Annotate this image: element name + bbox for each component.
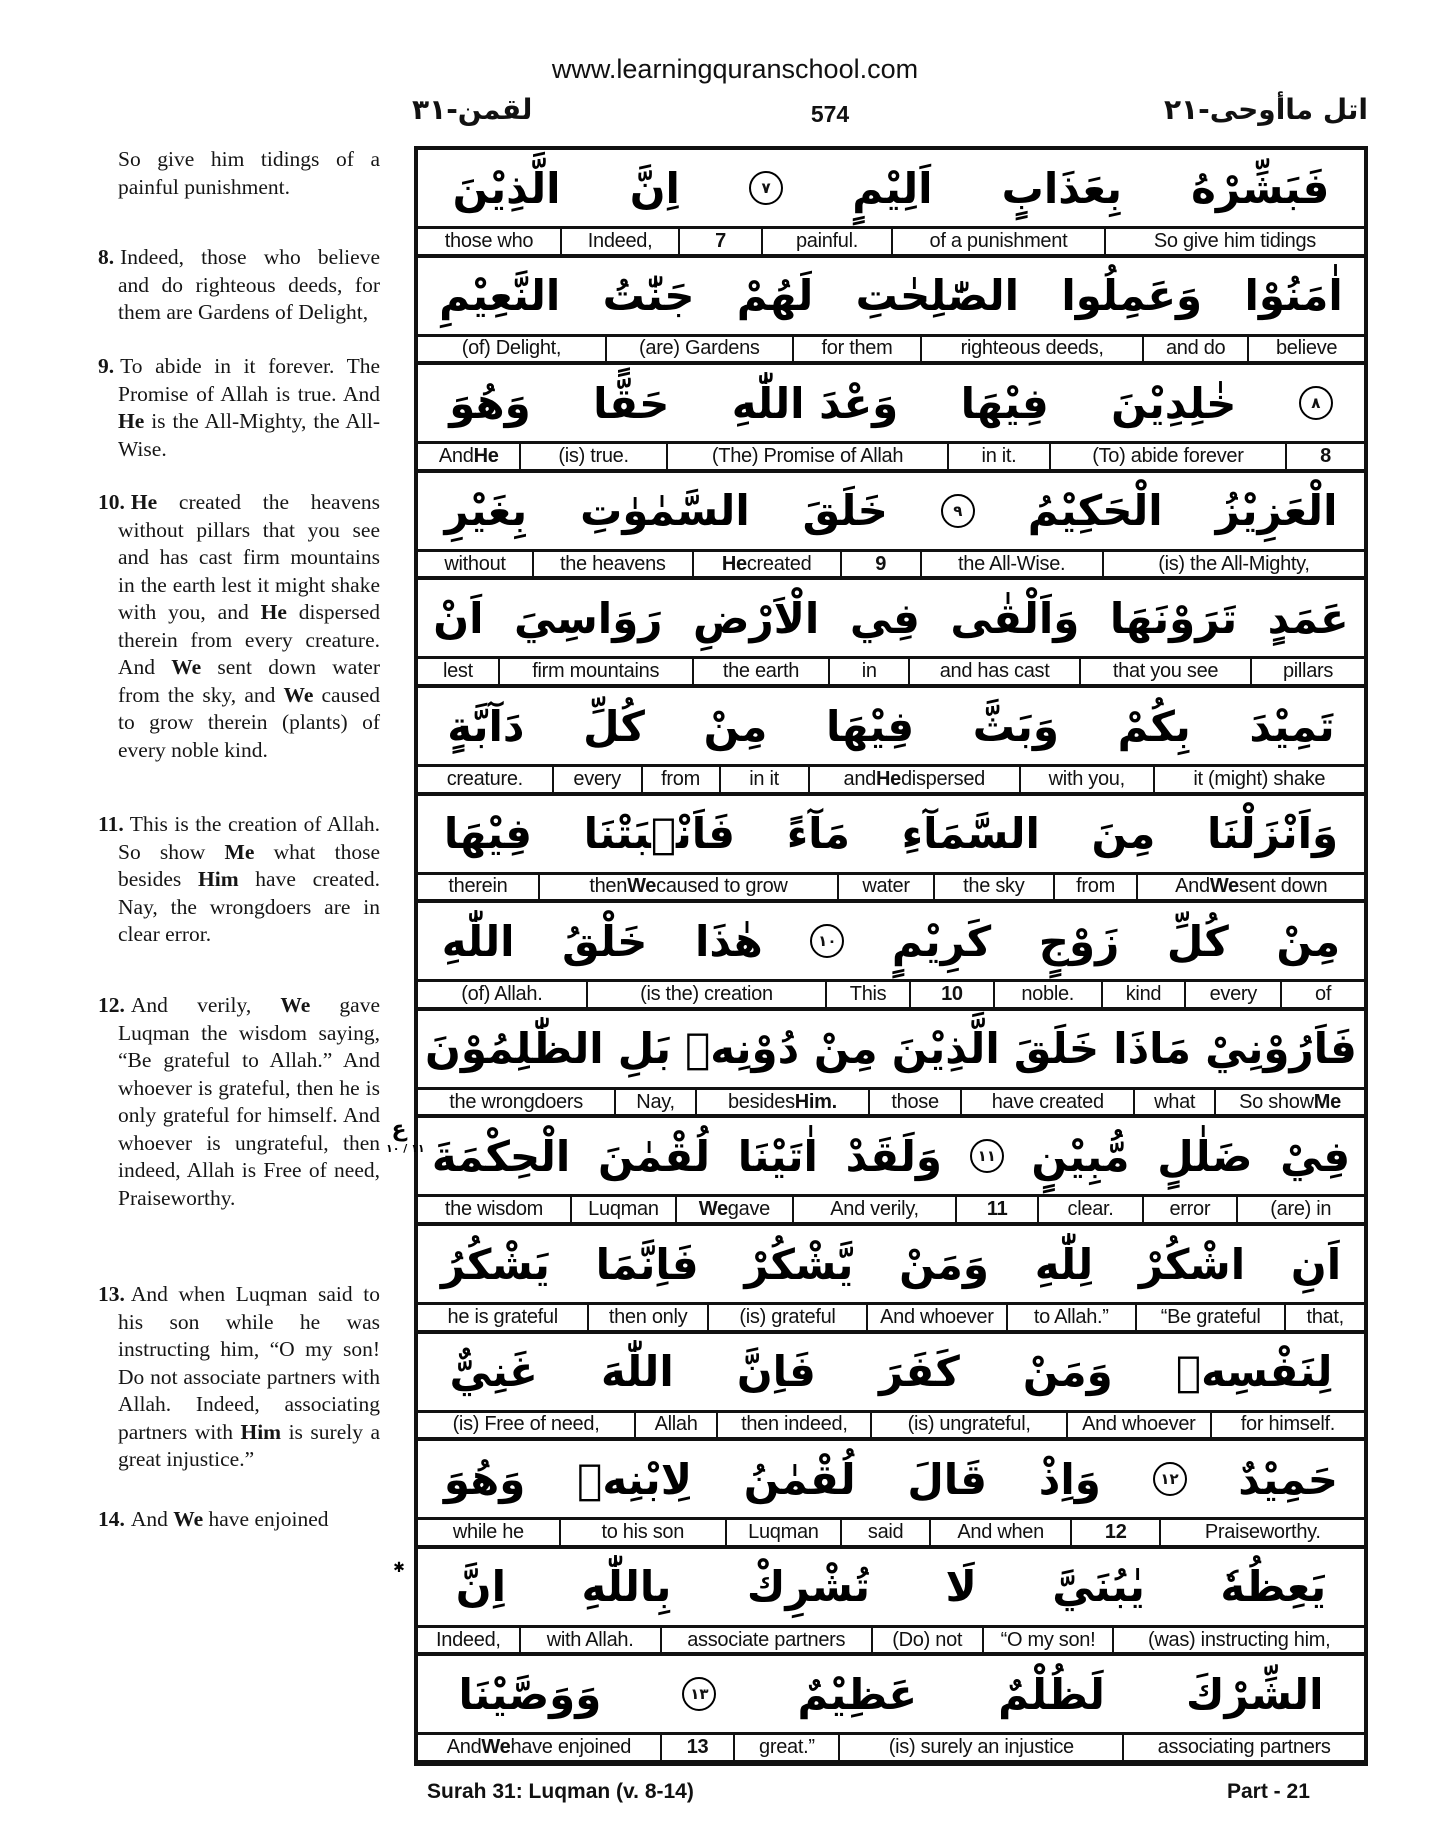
gloss-cell: believe	[1247, 337, 1364, 362]
arabic-word: السَّمٰوٰتِ	[580, 486, 750, 536]
emphasis-pronoun: Me	[224, 839, 255, 864]
english-gloss-row	[418, 1628, 1364, 1657]
gloss-cell: from	[641, 767, 719, 792]
arabic-word: لِابْنِهٖ	[577, 1454, 692, 1504]
gloss-cell: with you,	[1019, 767, 1153, 792]
site-url[interactable]: www.learningquranschool.com	[551, 54, 919, 84]
gloss-cell: (is the) creation	[586, 982, 825, 1007]
gloss-cell: (Do) not	[871, 1628, 982, 1653]
english-gloss-row	[418, 337, 1364, 366]
verse-number: 11.	[98, 812, 124, 836]
arabic-word: تَمِيْدَ	[1249, 701, 1335, 751]
emphasis-pronoun: He	[876, 767, 901, 790]
arabic-word: اٰمَنُوْا	[1244, 271, 1343, 321]
gloss-cell: with Allah.	[519, 1628, 660, 1653]
arabic-word: الَّذِيْنَ	[891, 1024, 1000, 1074]
arabic-row	[418, 1334, 1364, 1413]
gloss-cell: And verily,	[792, 1197, 956, 1222]
arabic-word: فَاَرُوْنِيْ	[1205, 1024, 1357, 1074]
gloss-cell: So give him tidings	[1104, 229, 1364, 254]
arabic-word: فِيْ	[1280, 1131, 1351, 1181]
english-gloss-row	[418, 1520, 1364, 1549]
gloss-cell: (is) Free of need,	[452, 1413, 600, 1436]
translation-text: 10. He created the heavens without pillars that you see and has cast firm mountains in the earth lest it might shake with you, and He dispersed therein from every creature. And We sent down water from the sky, and We caused to grow therein (plants) of every noble kind.	[98, 490, 380, 762]
gloss-cell: lest	[442, 660, 473, 683]
english-gloss-row	[418, 1735, 1364, 1764]
arabic-word: عَظِيْمٌ	[797, 1669, 918, 1719]
gloss-cell: every	[552, 767, 641, 792]
verse-number-cell: 9	[840, 552, 920, 577]
gloss-cell: and He dispersed	[808, 767, 1019, 792]
gloss-cell: of a punishment	[891, 229, 1104, 254]
gloss-cell: Indeed,	[436, 1628, 501, 1651]
gloss-cell: he is grateful	[447, 1305, 558, 1328]
english-gloss-row	[418, 1197, 1364, 1226]
emphasis-pronoun: Him.	[794, 1090, 837, 1113]
word-by-word-table	[414, 146, 1368, 1766]
translation-text: 9. To abide in it forever. The Promise of Allah is true. And He is the All-Mighty, the All-Wise.	[98, 354, 380, 461]
emphasis-pronoun: We	[280, 993, 311, 1017]
gloss-cell: (was) instructing him,	[1112, 1628, 1364, 1653]
arabic-row	[418, 150, 1364, 229]
arabic-word: وَاَنْزَلْنَا	[1207, 809, 1339, 859]
gloss-cell: “O my son!	[982, 1628, 1113, 1653]
emphasis-pronoun: We	[627, 875, 657, 898]
gloss-cell: while he	[452, 1520, 524, 1543]
gloss-cell: (of) Allah.	[461, 982, 543, 1005]
gloss-cell: (are) Gardens	[605, 337, 792, 362]
verse-number: 14.	[98, 1507, 125, 1531]
arabic-word: اِنَّ	[629, 163, 680, 213]
gloss-cell: firm mountains	[498, 659, 692, 684]
english-gloss-row	[418, 767, 1364, 796]
gloss-cell: for them	[792, 337, 920, 362]
emphasis-pronoun: We	[171, 655, 202, 679]
arabic-word: وَوَصَّيْنَا	[458, 1669, 602, 1719]
gloss-cell: the sky	[933, 875, 1053, 900]
emphasis-pronoun: We	[698, 1198, 728, 1221]
translation-text: 8. Indeed, those who believe and do righteous deeds, for them are Gardens of Delight,	[98, 245, 380, 324]
arabic-word: تَرَوْنَهَا	[1109, 593, 1238, 643]
gloss-cell: And We sent down	[1136, 875, 1364, 900]
arabic-word: وَهُوَ	[449, 378, 531, 428]
gloss-cell: to his son	[559, 1520, 725, 1545]
arabic-row	[418, 1441, 1364, 1520]
arabic-word: بِاللّٰهِ	[581, 1562, 672, 1612]
gloss-cell: it (might) shake	[1153, 767, 1364, 792]
arabic-word: ضَلٰلٍ	[1157, 1131, 1253, 1181]
arabic-word: مِنْ	[1276, 916, 1341, 966]
gloss-cell: This	[825, 982, 909, 1007]
gloss-cell: in it.	[947, 444, 1048, 469]
translation-text: 13. And when Luqman said to his son while he was instructing him, “O my son! Do not associate partners with Allah. Indeed, associating partners with Him is surely a great injustice.”	[98, 1282, 380, 1471]
arabic-row	[418, 1226, 1364, 1305]
arabic-row	[418, 365, 1364, 444]
gloss-cell: creature.	[446, 767, 523, 790]
verse-number: 8.	[98, 245, 115, 269]
gloss-cell: that,	[1284, 1305, 1364, 1330]
emphasis-pronoun: We	[283, 682, 314, 707]
arabic-word: لِنَفْسِهٖ	[1175, 1347, 1333, 1397]
emphasis-pronoun: Him	[240, 1419, 282, 1444]
gloss-cell: Luqman	[725, 1520, 840, 1545]
ayah-end-marker: ٧	[749, 171, 783, 205]
arabic-row	[418, 1118, 1364, 1197]
gloss-cell: painful.	[761, 229, 891, 254]
arabic-word: خٰلِدِيْنَ	[1111, 378, 1237, 428]
arabic-word: بَلِ	[617, 1024, 671, 1074]
surah-label-arabic: لقمن-٣١	[412, 93, 533, 126]
emphasis-pronoun: He	[130, 490, 158, 514]
arabic-word: اَنِ	[1290, 1239, 1342, 1289]
gloss-cell: Nay,	[614, 1090, 695, 1115]
gloss-cell: pillars	[1250, 659, 1364, 684]
arabic-word: وَاَلْقٰى	[950, 593, 1080, 643]
gloss-cell: (is) grateful	[707, 1305, 866, 1330]
arabic-row	[418, 1549, 1364, 1628]
gloss-cell: Allah	[634, 1413, 716, 1438]
translation-verse	[98, 992, 380, 1212]
arabic-word: كُلِّ	[583, 701, 645, 751]
emphasis-pronoun: He	[118, 409, 145, 433]
arabic-word: لُقْمٰنَ	[598, 1131, 710, 1181]
arabic-word: يَشْكُرُ	[440, 1239, 550, 1289]
gloss-cell: “Be grateful	[1135, 1305, 1284, 1330]
arabic-word: اللّٰهَ	[600, 1347, 674, 1397]
arabic-word: عَمَدٍ	[1267, 593, 1349, 643]
emphasis-pronoun: He	[260, 600, 287, 624]
english-gloss-row	[418, 444, 1364, 473]
verse-number-cell: 8	[1285, 444, 1364, 469]
gloss-cell: (is) true.	[519, 444, 665, 469]
verse-number-cell: 13	[660, 1735, 734, 1760]
gloss-cell: for himself.	[1210, 1413, 1364, 1438]
english-gloss-row	[418, 1413, 1364, 1442]
arabic-word: الصّٰلِحٰتِ	[855, 271, 1019, 321]
arabic-word: كَرِيْمٍ	[891, 916, 992, 966]
arabic-word: بِكُمْ	[1117, 701, 1191, 751]
ayah-end-marker: ١٠	[810, 924, 844, 958]
gloss-cell: (To) abide forever	[1049, 444, 1286, 469]
arabic-word: هٰذَا	[694, 916, 763, 966]
arabic-row	[418, 796, 1364, 875]
arabic-word: وَاِذْ	[1038, 1454, 1101, 1504]
arabic-word: الْاَرْضِ	[692, 593, 820, 643]
arabic-word: مِنْ دُوْنِهٖ	[685, 1024, 878, 1074]
arabic-word: زَوْجٍ	[1038, 916, 1120, 966]
arabic-row	[418, 473, 1364, 552]
gloss-cell: clear.	[1037, 1197, 1142, 1222]
ayah-end-marker: ٩	[941, 494, 975, 528]
gloss-cell: And We have enjoined	[446, 1736, 632, 1759]
gloss-cell: And whoever	[866, 1305, 1005, 1330]
translation-text: So give him tidings of a painful punishment.	[118, 147, 380, 199]
arabic-row	[418, 1656, 1364, 1735]
arabic-word: الْحِكْمَةَ	[431, 1131, 571, 1181]
arabic-word: يٰبُنَيَّ	[1052, 1562, 1145, 1612]
verse-number: 10.	[98, 490, 125, 514]
arabic-word: مِنْ	[703, 701, 768, 751]
gloss-cell: He created	[692, 552, 840, 577]
arabic-word: اٰتَيْنَا	[737, 1131, 818, 1181]
footer-part-info: Part - 21	[1227, 1780, 1310, 1803]
gloss-cell: therein	[448, 875, 508, 898]
ruku-glyph: ع	[391, 1117, 407, 1142]
arabic-word: وَعْدَ اللّٰهِ	[731, 378, 899, 428]
arabic-word: يَعِظُهٗ	[1220, 1562, 1327, 1612]
translation-column	[98, 146, 381, 1766]
part-label-arabic: اتل ماأوحى-٢١	[1163, 93, 1368, 126]
gloss-cell: And He	[438, 444, 499, 467]
gloss-cell: what	[1133, 1090, 1214, 1115]
arabic-word: اَلِيْمٍ	[852, 163, 933, 213]
arabic-word: اللّٰهِ	[441, 916, 515, 966]
english-gloss-row	[418, 875, 1364, 904]
verse-number: 12.	[98, 993, 125, 1017]
arabic-word: فَاِنَّ	[736, 1347, 816, 1397]
verse-number-cell: 10	[909, 982, 993, 1007]
arabic-word: الشِّرْكَ	[1185, 1669, 1324, 1719]
arabic-word: الْحَكِيْمُ	[1027, 486, 1163, 536]
translation-verse	[98, 489, 380, 764]
arabic-word: السَّمَآءِ	[901, 809, 1040, 859]
english-gloss-row	[418, 1090, 1364, 1119]
gloss-cell: in	[828, 659, 908, 684]
gloss-cell: great.”	[733, 1735, 838, 1760]
emphasis-pronoun: We	[1209, 875, 1239, 898]
arabic-row	[418, 580, 1364, 659]
arabic-word: حَقًّا	[593, 378, 670, 428]
gloss-cell: And whoever	[1066, 1413, 1210, 1438]
margin-note-icon: ✱	[393, 1560, 405, 1576]
translation-verse	[98, 1506, 380, 1534]
arabic-word: مُّبِيْنٍ	[1031, 1131, 1130, 1181]
gloss-cell: every	[1184, 982, 1280, 1007]
arabic-word: وَعَمِلُوا	[1061, 271, 1203, 321]
emphasis-pronoun: We	[481, 1736, 511, 1759]
arabic-word: فَبَشِّرْهُ	[1191, 163, 1330, 213]
english-gloss-row	[418, 1305, 1364, 1334]
translation-verse	[98, 353, 380, 463]
gloss-cell: the All-Wise.	[920, 552, 1102, 577]
emphasis-pronoun: Me	[1313, 1090, 1341, 1113]
page-number: 574	[810, 101, 850, 127]
gloss-cell: So show Me	[1214, 1090, 1364, 1115]
english-gloss-row	[418, 229, 1364, 258]
arabic-row	[418, 1011, 1364, 1090]
gloss-cell: associate partners	[660, 1628, 871, 1653]
arabic-word: مِنَ	[1091, 809, 1156, 859]
gloss-cell: error	[1142, 1197, 1235, 1222]
gloss-cell: to Allah.”	[1006, 1305, 1135, 1330]
arabic-row	[418, 258, 1364, 337]
ayah-end-marker: ١١	[970, 1139, 1004, 1173]
arabic-word: وَبَثَّ	[972, 701, 1060, 751]
arabic-word: يَّشْكُرْ	[744, 1239, 854, 1289]
arabic-word: خَلْقُ	[562, 916, 648, 966]
arabic-word: لَهُمْ	[736, 271, 814, 321]
gloss-cell: water	[837, 875, 933, 900]
translation-verse	[118, 146, 380, 201]
gloss-cell: the wrongdoers	[449, 1090, 583, 1113]
translation-text: 11. This is the creation of Allah. So show Me what those besides Him have created. Nay, the wrongdoers are in clear error.	[98, 812, 381, 946]
footer-surah-info: Surah 31: Luqman (v. 8-14)	[427, 1780, 694, 1803]
arabic-word: فِي	[849, 593, 920, 643]
arabic-word: فَاَنْۢبَتْنَا	[583, 809, 736, 859]
arabic-word: الظّٰلِمُوْنَ	[425, 1024, 604, 1074]
arabic-word: اَنْ	[433, 593, 484, 643]
english-gloss-row	[418, 659, 1364, 688]
gloss-cell: of	[1280, 982, 1364, 1007]
arabic-word: لَا	[945, 1562, 977, 1612]
verse-number: 9.	[98, 354, 115, 378]
translation-verse	[98, 244, 380, 327]
arabic-word: اشْكُرْ	[1138, 1239, 1246, 1289]
gloss-cell: (is) ungrateful,	[870, 1413, 1065, 1438]
arabic-word: حَمِيْدٌ	[1238, 1454, 1339, 1504]
arabic-word: وَمَنْ	[1022, 1347, 1113, 1397]
arabic-word: الَّذِيْنَ	[452, 163, 561, 213]
arabic-word: لُقْمٰنُ	[743, 1454, 856, 1504]
gloss-cell: (The) Promise of Allah	[666, 444, 948, 469]
gloss-cell: and do	[1142, 337, 1247, 362]
emphasis-pronoun: We	[173, 1507, 204, 1531]
gloss-cell: then We caused to grow	[538, 875, 837, 900]
gloss-cell: then only	[587, 1305, 706, 1330]
arabic-word: رَوَاسِيَ	[514, 593, 663, 643]
gloss-cell: the heavens	[532, 552, 692, 577]
arabic-word: وَلَقَدْ	[845, 1131, 943, 1181]
gloss-cell: associating partners	[1122, 1735, 1364, 1760]
emphasis-pronoun: He	[721, 552, 747, 575]
emphasis-pronoun: He	[473, 444, 499, 467]
gloss-cell: kind	[1101, 982, 1185, 1007]
translation-text: 12. And verily, We gave Luqman the wisdom saying, “Be grateful to Allah.” And whoever is grateful, then he is only grateful for himself. And whoever is ungrateful, then indeed, Allah is Free of need, Praiseworthy.	[98, 993, 380, 1210]
arabic-word: غَنِيٌّ	[449, 1347, 538, 1397]
ayah-end-marker: ١٣	[682, 1677, 716, 1711]
gloss-cell: the wisdom	[444, 1198, 544, 1221]
arabic-word: فِيْهَا	[443, 809, 532, 859]
arabic-word: بِغَيْرِ	[444, 486, 528, 536]
translation-verse	[98, 811, 381, 949]
arabic-row	[418, 903, 1364, 982]
arabic-word: خَلَقَ	[802, 486, 888, 536]
gloss-cell: the earth	[692, 659, 829, 684]
arabic-word: لِلّٰهِ	[1034, 1239, 1094, 1289]
english-gloss-row	[418, 552, 1364, 581]
verse-number-cell: 7	[678, 229, 761, 254]
gloss-cell: from	[1053, 875, 1137, 900]
arabic-word: بِعَذَابٍ	[1001, 163, 1122, 213]
arabic-word: تُشْرِكْ	[746, 1562, 871, 1612]
gloss-cell: and has cast	[908, 659, 1079, 684]
verse-number: 13.	[98, 1282, 125, 1306]
gloss-cell: said	[840, 1520, 929, 1545]
gloss-cell: Indeed,	[560, 229, 678, 254]
arabic-word: وَهُوَ	[443, 1454, 526, 1504]
translation-verse	[98, 1281, 380, 1474]
ayah-end-marker: ٨	[1299, 386, 1333, 420]
arabic-word: فَاِنَّمَا	[595, 1239, 699, 1289]
gloss-cell: have created	[960, 1090, 1133, 1115]
gloss-cell: righteous deeds,	[920, 337, 1142, 362]
arabic-word: الْعَزِيْزُ	[1215, 486, 1338, 536]
gloss-cell: those	[868, 1090, 960, 1115]
arabic-word: النَّعِيْمِ	[439, 271, 561, 321]
arabic-word: قَالَ	[907, 1454, 988, 1504]
gloss-cell: (is) the All-Mighty,	[1102, 552, 1364, 577]
gloss-cell: then indeed,	[716, 1413, 870, 1438]
arabic-word: مَآءً	[786, 809, 850, 859]
gloss-cell: besides Him.	[695, 1090, 868, 1115]
gloss-cell: (of) Delight,	[461, 337, 562, 360]
verse-number-cell: 11	[955, 1197, 1037, 1222]
arabic-word: اِنَّ	[455, 1562, 506, 1612]
arabic-word: خَلَقَ	[1013, 1024, 1100, 1074]
arabic-word: دَآبَّةٍ	[447, 701, 525, 751]
gloss-cell: those who	[444, 229, 534, 252]
arabic-word: كُلِّ	[1166, 916, 1229, 966]
gloss-cell: noble.	[993, 982, 1101, 1007]
arabic-word: فِيْهَا	[960, 378, 1049, 428]
gloss-cell: without	[444, 552, 506, 575]
gloss-cell: that you see	[1079, 659, 1250, 684]
gloss-cell: in it	[719, 767, 808, 792]
arabic-word: جَنّٰتُ	[602, 271, 695, 321]
gloss-cell: Luqman	[570, 1197, 675, 1222]
emphasis-pronoun: Him	[198, 867, 239, 891]
ruku-mark	[386, 1117, 425, 1156]
arabic-word: كَفَرَ	[879, 1347, 960, 1397]
gloss-cell: We gave	[675, 1197, 792, 1222]
gloss-cell: And when	[929, 1520, 1070, 1545]
arabic-word: مَاذَا	[1113, 1024, 1191, 1074]
arabic-word: فِيْهَا	[825, 701, 915, 751]
gloss-cell: Praiseworthy.	[1159, 1520, 1364, 1545]
arabic-row	[418, 688, 1364, 767]
verse-number-cell: 12	[1070, 1520, 1159, 1545]
ruku-numbers: ١١ / ١٠	[386, 1142, 425, 1155]
arabic-word: وَمَنْ	[899, 1239, 990, 1289]
ayah-end-marker: ١٢	[1153, 1462, 1187, 1496]
translation-text: 14. And We have enjoined	[98, 1507, 329, 1531]
arabic-word: لَظُلْمٌ	[998, 1669, 1105, 1719]
english-gloss-row	[418, 982, 1364, 1011]
gloss-cell: (are) in	[1236, 1197, 1364, 1222]
gloss-cell: (is) surely an injustice	[838, 1735, 1122, 1760]
